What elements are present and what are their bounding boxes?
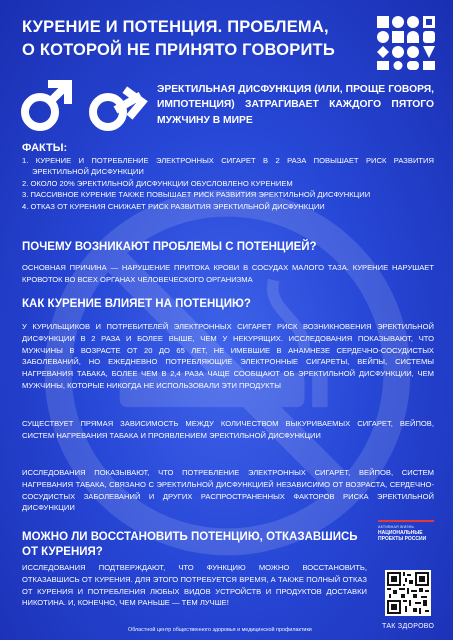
lead-text: ЭРЕКТИЛЬНАЯ ДИСФУНКЦИЯ (ИЛИ, ПРОЩЕ ГОВОРЯ, ИМПОТЕНЦИЯ) ЗАТРАГИВАЕТ КАЖДОГО ПЯТОГО МУЖЧИНУ В МИРЕ <box>157 84 434 126</box>
influence-text-2: СУЩЕСТВУЕТ ПРЯМАЯ ЗАВИСИМОСТЬ МЕЖДУ КОЛИЧЕСТВОМ ВЫКУРИВАЕМЫХ СИГАРЕТ, ВЕЙПОВ, СИСТЕМ НАГРЕВАНИЯ ТАБАКА И ПРОЯВЛЕНИЕМ ЭРЕКТИЛЬНОЙ ДИСФУНКЦИИ <box>22 419 434 440</box>
facts-list <box>22 155 434 212</box>
question-heading-recovery <box>22 530 372 560</box>
recovery-heading-line-1: МОЖНО ЛИ ВОССТАНОВИТЬ ПОТЕНЦИЮ, ОТКАЗАВШИСЬ <box>22 531 358 543</box>
question-heading-influence: КАК КУРЕНИЕ ВЛИЯЕТ НА ПОТЕНЦИЮ? <box>22 298 251 310</box>
list-item: 4. ОТКАЗ ОТ КУРЕНИЯ СНИЖАЕТ РИСК РАЗВИТИЯ ЭРЕКТИЛЬНОЙ ДИСФУНКЦИИ <box>22 201 325 211</box>
list-item: 2. ОКОЛО 20% ЭРЕКТИЛЬНОЙ ДИСФУНКЦИИ ОБУСЛОВЛЕНО КУРЕНИЕМ <box>22 178 293 188</box>
national-projects-badge <box>378 520 434 560</box>
question-heading-causes: ПОЧЕМУ ВОЗНИКАЮТ ПРОБЛЕМЫ С ПОТЕНЦИЕЙ? <box>22 241 317 253</box>
male-symbol-icon <box>20 76 148 132</box>
recovery-heading-line-2: ОТ КУРЕНИЯ? <box>22 545 103 558</box>
badge-stripe <box>378 520 434 522</box>
causes-text: ОСНОВНАЯ ПРИЧИНА — НАРУШЕНИЕ ПРИТОКА КРОВИ В СОСУДАХ МАЛОГО ТАЗА. КУРЕНИЕ НАРУШАЕТ КРОВОТОК ВО ВСЕХ ОРГАНАХ ЧЕЛОВЕЧЕСКОГО ОРГАНИЗМА <box>22 263 434 284</box>
influence-text-1: У КУРИЛЬЩИКОВ И ПОТРЕБИТЕЛЕЙ ЭЛЕКТРОННЫХ СИГАРЕТ РИСК ВОЗНИКНОВЕНИЯ ЭРЕКТИЛЬНОЙ ДИСФУНКЦИИ В 2 РАЗА И БОЛЕЕ ВЫШЕ, ЧЕМ У НЕКУРЯЩИХ. ИССЛЕДОВАНИЯ ПОКАЗЫВАЮТ, ЧТО МУЖЧИНЫ В ВОЗРАСТЕ ОТ 20 ДО 65 ЛЕТ, НЕ ИМЕВШИЕ В АНАМНЕЗЕ СЕРДЕЧНО-СОСУДИСТЫХ ЗАБОЛЕВАНИЙ, НО ЕЖЕДНЕВНО ПОТРЕБЛЯЮЩИЕ ЭЛЕКТРОННЫЕ СИГАРЕТЫ, ВЕЙПЫ, СИСТЕМЫ НАГРЕВАНИЯ ТАБАКА, БОЛЕЕ ЧЕМ В 2,4 РАЗА ЧАЩЕ СООБЩАЮТ ОБ ЭРЕКТИЛЬНОЙ ДИСФУНКЦИИ, ЧЕМ МУЖЧИНЫ, КОТОРЫЕ НИКОГДА НЕ ИСПОЛЬЗОВАЛИ ЭТИ ПРОДУКТЫ <box>22 322 434 390</box>
takzdorovo-label: ТАК ЗДОРОВО <box>382 623 435 630</box>
title-line-1: КУРЕНИЕ И ПОТЕНЦИЯ. ПРОБЛЕМА, <box>22 18 329 36</box>
qr-code-icon[interactable] <box>385 570 431 616</box>
footer-organization: Областной центр общественного здоровья и медицинской профилактики <box>128 627 312 633</box>
list-item: 1. КУРЕНИЕ И ПОТРЕБЛЕНИЕ ЭЛЕКТРОННЫХ СИГАРЕТ В 2 РАЗА ПОВЫШАЕТ РИСК РАЗВИТИЯ ЭРЕКТИЛЬНОЙ ДИСФУНКЦИИ <box>22 156 434 177</box>
badge-caption: АКТИВНАЯ ЖИЗНЬ <box>378 525 415 529</box>
recovery-text: ИССЛЕДОВАНИЯ ПОДТВЕРЖДАЮТ, ЧТО ФУНКЦИЮ МОЖНО ВОССТАНОВИТЬ, ОТКАЗАВШИСЬ ОТ КУРЕНИЯ. ДЛЯ ЭТОГО ПОТРЕБУЕТСЯ ВРЕМЯ, А ТАКЖЕ ПОЛНЫЙ ОТКАЗ ОТ КУРЕНИЯ И ПОТРЕБЛЕНИЯ ЛЮБЫХ ВИДОВ УСТРОЙСТВ И ПРОДУКТОВ ДОСТАВКИ НИКОТИНА. И, КОНЕЧНО, ЧЕМ РАНЬШЕ — ТЕМ ЛУЧШЕ! <box>22 563 367 608</box>
influence-text-3: ИССЛЕДОВАНИЯ ПОКАЗЫВАЮТ, ЧТО ПОТРЕБЛЕНИЕ ЭЛЕКТРОННЫХ СИГАРЕТ, ВЕЙПОВ, СИСТЕМ НАГРЕВАНИЯ ТАБАКА, СВЯЗАНО С ЭРЕКТИЛЬНОЙ ДИСФУНКЦИЕЙ НЕЗАВИСИМО ОТ ВОЗРАСТА, СЕРДЕЧНО-СОСУДИСТЫХ ЗАБОЛЕВАНИЙ И ДРУГИХ РАСПРОСТРАНЕННЫХ ФАКТОРОВ РИСКА ЭРЕКТИЛЬНОЙ ДИСФУНКЦИИ <box>22 468 434 513</box>
badge-title: НАЦИОНАЛЬНЫЕ ПРОЕКТЫ РОССИИ <box>378 530 427 542</box>
org-logo-icon <box>377 16 435 70</box>
list-item: 3. ПАССИВНОЕ КУРЕНИЕ ТАКЖЕ ПОВЫШАЕТ РИСК РАЗВИТИЯ ЭРЕКТИЛЬНОЙ ДИСФУНКЦИИ <box>22 190 371 200</box>
page-title <box>22 16 367 62</box>
title-line-2: О КОТОРОЙ НЕ ПРИНЯТО ГОВОРИТЬ <box>22 40 335 59</box>
facts-heading: ФАКТЫ: <box>22 142 68 154</box>
